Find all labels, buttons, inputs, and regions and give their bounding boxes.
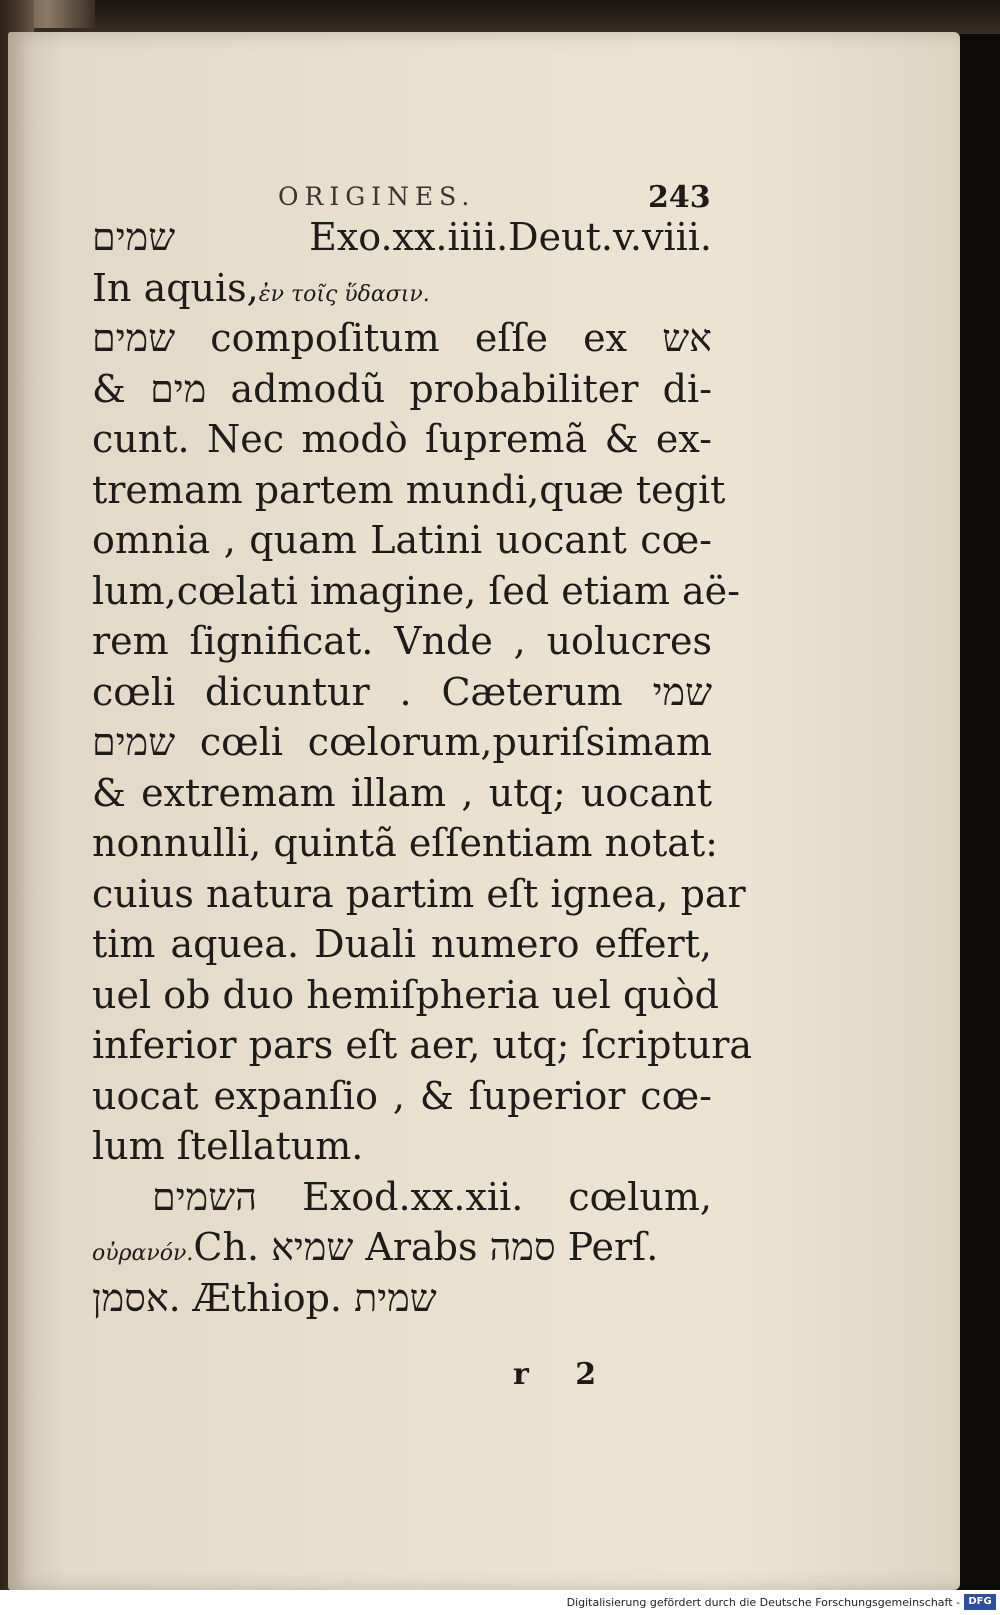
text-line: inferior pars eſt aer, utq; ſcriptura xyxy=(92,1023,753,1067)
dfg-logo: DFG xyxy=(964,1594,996,1610)
text-line: nonnulli, quintã eſſentiam notat: xyxy=(92,821,718,865)
binding-top-strip xyxy=(0,0,1000,34)
text-line: οὐρανόν.Ch. שמיא Arabs סמה Perſ. xyxy=(92,1225,659,1269)
book-page xyxy=(8,32,960,1590)
text-line: השמים Exod.xx.xii. cœlum, xyxy=(152,1174,712,1219)
text-line: & מים admodũ probabiliter di- xyxy=(92,366,713,411)
running-head: ORIGINES. xyxy=(278,182,476,211)
text-line: lum,cœlati imagine, ſed etiam aë- xyxy=(92,568,740,613)
text-line: uel ob duo hemiſpheria uel quòd xyxy=(92,972,719,1017)
text-line: cuius natura partim eſt ignea, par xyxy=(92,871,746,916)
text-line: tim aquea. Duali numero effert, xyxy=(92,922,712,966)
text-line: שמים Exo.xx.iiii.Deut.v.viii. xyxy=(92,215,712,259)
text-line: cœli dicuntur . Cæterum שמי xyxy=(92,669,712,714)
text-line: cunt. Nec modò ſupremã & ex- xyxy=(92,417,712,461)
text-line: rem ſignificat. Vnde , uolucres xyxy=(92,619,712,663)
greek-gloss: ἐν τοῖς ὕδασιν. xyxy=(258,281,430,307)
text-line: In aquis,ἐν τοῖς ὕδασιν. xyxy=(92,265,430,310)
text-line: שמים compoſitum eſſe ex אש xyxy=(92,316,712,360)
body-text xyxy=(92,212,753,1323)
signature-mark: r 2 xyxy=(513,1357,615,1392)
page-number: 243 xyxy=(648,180,711,215)
text-line: uocat expanſio , & ſuperior cœ- xyxy=(92,1073,712,1118)
funding-credit: Digitalisierung gefördert durch die Deutsche Forschungsgemeinschaft - xyxy=(566,1596,960,1609)
greek-gloss: οὐρανόν. xyxy=(92,1241,194,1266)
text-line: אסמן. Æthiop. שמית xyxy=(92,1275,437,1320)
text-line: שמים cœli cœlorum,puriſsimam xyxy=(92,720,712,764)
footer-bar xyxy=(0,1590,1000,1615)
text-line: lum ſtellatum. xyxy=(92,1124,364,1168)
text-line: tremam partem mundi,quæ tegit xyxy=(92,467,726,512)
text-line: & extremam illam , utq; uocant xyxy=(92,770,712,815)
text-line: omnia , quam Latini uocant cœ- xyxy=(92,518,712,562)
